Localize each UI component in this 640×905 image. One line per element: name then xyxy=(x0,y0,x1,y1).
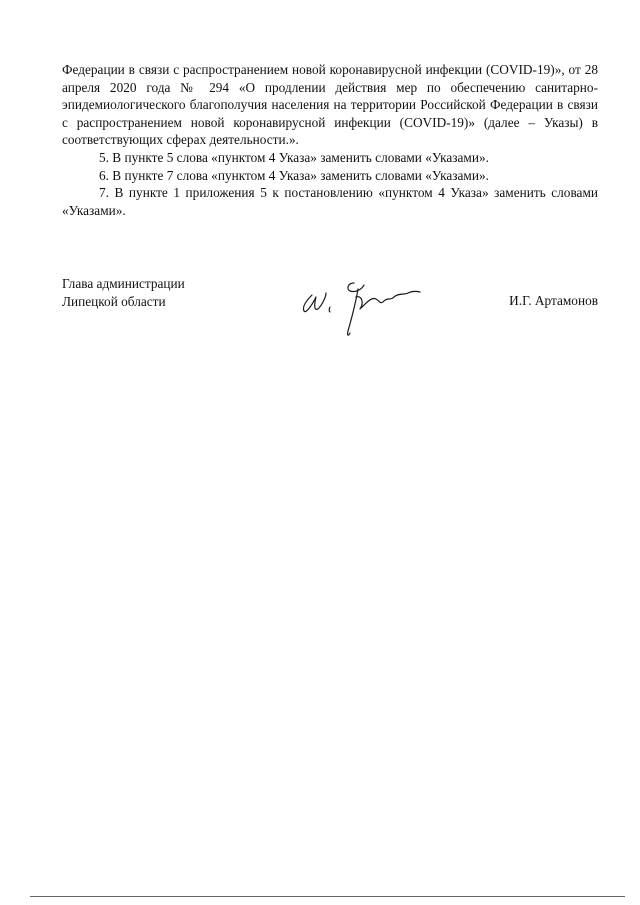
document-body xyxy=(62,61,598,219)
signature-block xyxy=(62,275,598,355)
signatory-title-line-1: Глава администрации xyxy=(62,276,185,291)
signatory-title-line-2: Липецкой области xyxy=(62,293,166,309)
bottom-divider xyxy=(30,896,625,897)
paragraph-item-7: 7. В пункте 1 приложения 5 к постановлению «пунктом 4 Указа» заменить словами «Указами». xyxy=(62,185,598,218)
paragraph-item-5: 5. В пункте 5 слова «пунктом 4 Указа» заменить словами «Указами». xyxy=(99,149,489,165)
paragraph-item-6: 6. В пункте 7 слова «пунктом 4 Указа» заменить словами «Указами». xyxy=(99,167,489,183)
handwritten-signature xyxy=(292,267,442,347)
signatory-name: И.Г. Артамонов xyxy=(509,293,598,308)
paragraph-continuation: Федерации в связи с распространением новой коронавирусной инфекции (COVID-19)», от 28 апреля 2020 года № 294 «О продлении действия мер по обеспечению санитарно-эпидемиологического благополучия населения на территории Российской Федерации в связи с распространением новой коронавирусной инфекции (COVID-19)» (далее – Указы) в соответствующих сферах деятельности.». xyxy=(62,62,598,148)
signatory-title xyxy=(62,275,262,310)
